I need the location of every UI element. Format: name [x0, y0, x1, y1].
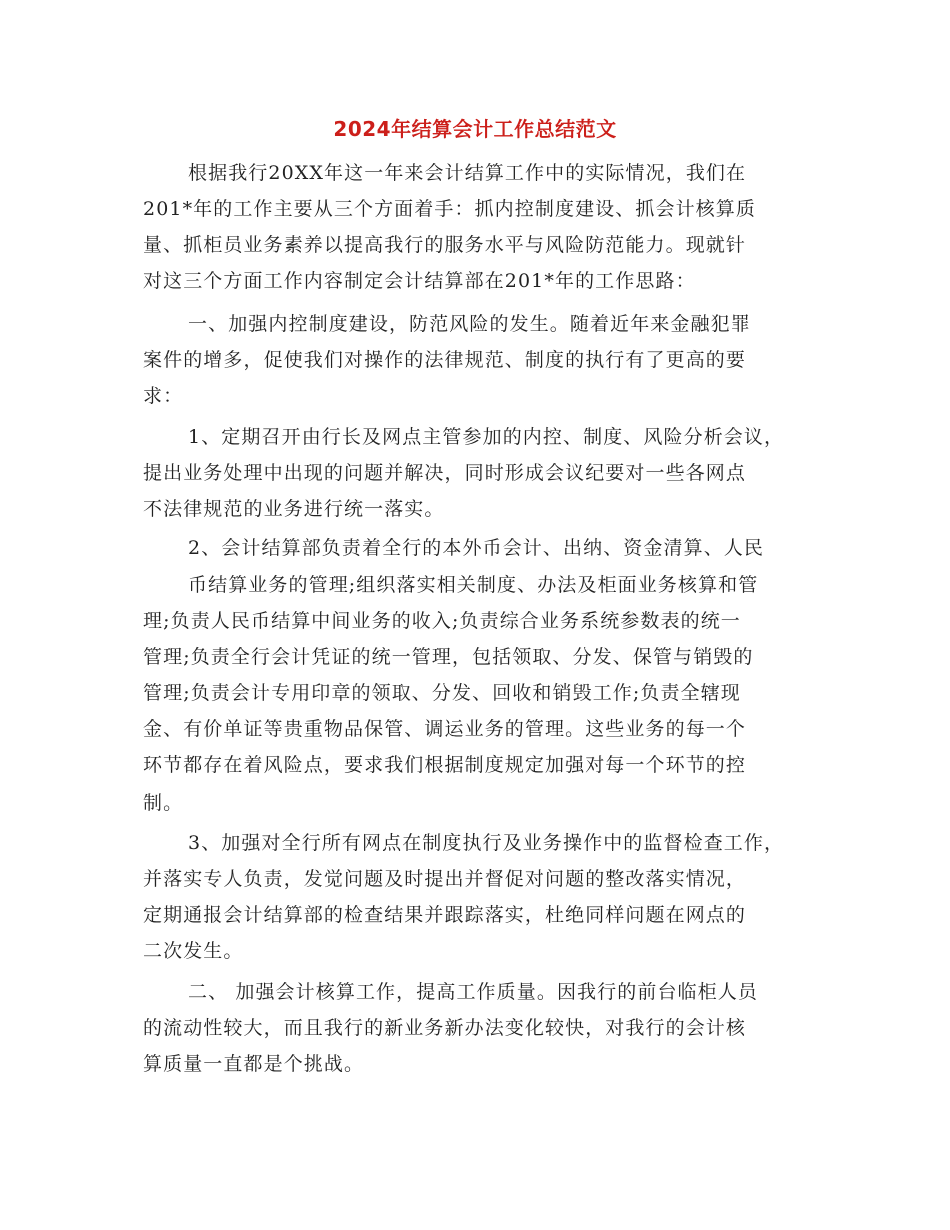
paragraph-line: 金、有价单证等贵重物品保管、调运业务的管理。这些业务的每一个	[143, 718, 747, 740]
paragraph-line: 2、会计结算部负责着全行的本外币会计、出纳、资金清算、人民	[188, 537, 764, 559]
paragraph-line: 管理;负责全行会计凭证的统一管理，包括领取、分发、保管与销毁的	[143, 646, 754, 668]
paragraph-line: 二、 加强会计核算工作，提高工作质量。因我行的前台临柜人员	[188, 981, 758, 1003]
paragraph-line: 不法律规范的业务进行统一落实。	[143, 498, 445, 520]
paragraph-line: 环节都存在着风险点，要求我们根据制度规定加强对每一个环节的控	[143, 754, 747, 776]
paragraph-line: 3、加强对全行所有网点在制度执行及业务操作中的监督检查工作，	[188, 832, 785, 854]
paragraph-line: 管理;负责会计专用印章的领取、分发、回收和销毁工作;负责全辖现	[143, 682, 741, 704]
paragraph-line: 制。	[143, 792, 184, 814]
paragraph-line: 对这三个方面工作内容制定会计结算部在201*年的工作思路：	[143, 270, 696, 292]
paragraph-line: 根据我行20XX年这一年来会计结算工作中的实际情况，我们在	[188, 162, 747, 184]
paragraph-line: 定期通报会计结算部的检查结果并跟踪落实，杜绝同样问题在网点的	[143, 904, 747, 926]
paragraph-line: 量、抓柜员业务素养以提高我行的服务水平与风险防范能力。现就针	[143, 234, 747, 256]
paragraph-line: 理;负责人民币结算中间业务的收入;负责综合业务系统参数表的统一	[143, 610, 741, 632]
paragraph-line: 201*年的工作主要从三个方面着手：抓内控制度建设、抓会计核算质	[143, 198, 756, 220]
paragraph-line: 案件的增多，促使我们对操作的法律规范、制度的执行有了更高的要	[143, 349, 747, 371]
paragraph-line: 1、定期召开由行长及网点主管参加的内控、制度、风险分析会议，	[188, 426, 785, 448]
paragraph-line: 并落实专人负责，发觉问题及时提出并督促对问题的整改落实情况，	[143, 868, 747, 890]
document-title: 2024年结算会计工作总结范文	[333, 117, 617, 141]
paragraph-line: 的流动性较大，而且我行的新业务新办法变化较快，对我行的会计核	[143, 1017, 747, 1039]
paragraph-line: 二次发生。	[143, 940, 244, 962]
paragraph-line: 一、加强内控制度建设，防范风险的发生。随着近年来金融犯罪	[188, 313, 751, 335]
paragraph-line: 求：	[143, 385, 184, 407]
paragraph-line: 提出业务处理中出现的问题并解决，同时形成会议纪要对一些各网点	[143, 462, 747, 484]
paragraph-line: 算质量一直都是个挑战。	[143, 1053, 365, 1075]
paragraph-line: 币结算业务的管理;组织落实相关制度、办法及柜面业务核算和管	[188, 574, 759, 596]
